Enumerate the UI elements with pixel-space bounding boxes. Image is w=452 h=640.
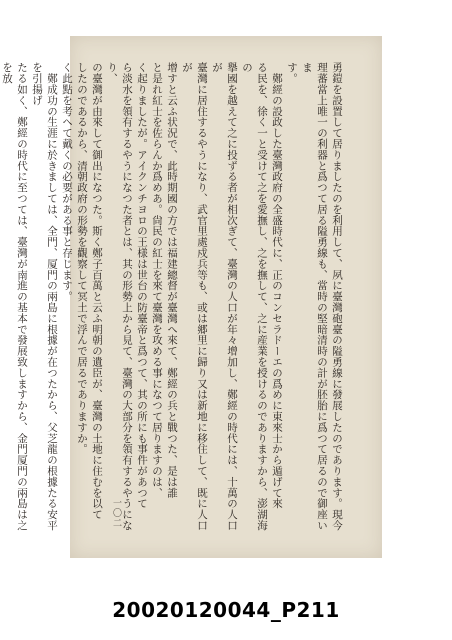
text-line: の臺灣が由來して御出になつた。斯く鄭子百萬と云ふ明朝の遺臣が、臺灣の土地に住むを以て [91,62,103,520]
text-line: る民を、徐く一と受けて之を愛撫し、之を撫して、之に産業を授けるのでありますから、澎湖海の [241,62,268,531]
vertical-text-block [1,62,344,532]
text-line: 鄭經の設政した臺灣政府の全盛時代に、正のコンセラドーエの爲めに東來士から遁げて來 [271,62,283,509]
text-line: 勇鎧を設置して居りましたのを利用して、夙に臺灣砲臺の隘勇線に發展したのであります。現今 [331,62,343,531]
text-line: く此點を考へて戴くの必要がある事と存じます。 [61,62,73,302]
archive-id-caption: 20020120044_P211 [112,598,340,622]
scanned-book-page [1,36,382,558]
page-folio-number: 一〇二 [111,498,121,528]
text-line: たる如く、鄭經の時代に至つては、臺灣が南進の基本で發展致しますから、金門厦門の兩島は之を放 [1,62,28,531]
text-line: したのであるから、清朝政府の形勢を觀察して冥土で浮んで居るでありますか。 [76,62,88,455]
text-line: ら淡水を領有するやうになつた者とは、其の形勢上から見て、臺灣の大部分を領有するやうになり、 [106,62,133,531]
text-line: す。 [286,62,298,84]
text-line: く起りましたが。アイクンチヨロの王様は世台の防臺帝と爲つて、其の所にも事件があつて [136,62,148,509]
text-line: 理蕃當上唯一の利器と爲つて居る隘勇線も、當時の堅暗清時の計が胚胎に爲つて居るので御座いま [301,62,328,531]
text-line: 臺灣に居住するやうになり、武官里處戍兵等も、或は郷里に歸り又は新地に移住して、既に人口が [181,62,208,531]
text-line: 增すと云ふ状況で、此時期國の方では福建總督が臺灣へ來て、鄭經の兵と戰つた、是は誰 [166,62,178,498]
text-line: 鄭成功の生涯に於きましては、全門、厦門の兩島に根據が在つたから、父芝龍の根據たる安平を引揚げ [31,62,58,531]
text-line: 擧國を越えて之に投ずる者が相次ぎて、臺灣の人口が年々增加し、鄭經の時代には、十萬の人口が [211,62,238,531]
text-line: と是れ紅士を佐らんか爲めあ。尙民の紅士を來て臺灣を攻める事になつて居りますのは、 [151,62,163,498]
